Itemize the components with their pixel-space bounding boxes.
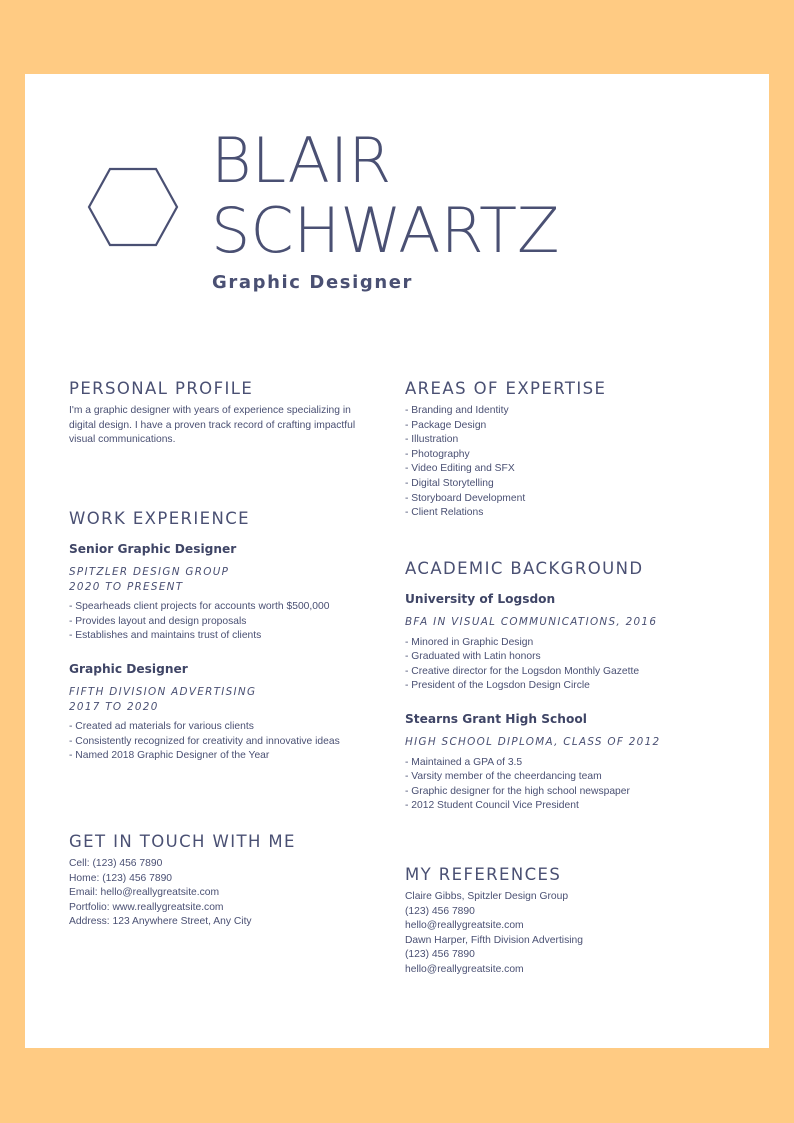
list-item: - Video Editing and SFX (405, 463, 515, 475)
list-item: - 2012 Student Council Vice President (405, 800, 579, 812)
job-bullets (69, 600, 389, 644)
list-item: - Created ad materials for various clients (69, 721, 254, 733)
list-item: - Package Design (405, 419, 487, 431)
list-item: - Maintained a GPA of 3.5 (405, 756, 523, 768)
section-title: GET IN TOUCH WITH ME (69, 832, 296, 851)
school-bullets (405, 756, 725, 814)
contact-section (69, 832, 389, 930)
list-item: - Graduated with Latin honors (405, 651, 541, 663)
list-item: - Named 2018 Graphic Designer of the Year (69, 750, 270, 762)
job-company: FIFTH DIVISION ADVERTISING (69, 685, 257, 698)
expertise-list (405, 404, 725, 521)
list-item: - Consistently recognized for creativity and innovative ideas (69, 735, 340, 747)
list-item: - Minored in Graphic Design (405, 636, 534, 648)
reference-line: Claire Gibbs, Spitzler Design Group (405, 891, 569, 902)
contact-email: Email: hello@reallygreatsite.com (69, 887, 220, 899)
school-bullets (405, 636, 725, 694)
reference-line: hello@reallygreatsite.com (405, 920, 524, 932)
job-title: Senior Graphic Designer (69, 542, 237, 556)
contact-cell: Cell: (123) 456 7890 (69, 858, 163, 869)
profile-text (69, 404, 389, 448)
list-item: - Illustration (405, 434, 459, 446)
job-period: 2017 TO 2020 (69, 700, 159, 713)
name-heading (211, 126, 560, 266)
profile-line: visual communications. (69, 434, 176, 446)
section-title: PERSONAL PROFILE (69, 379, 254, 398)
reference-line: hello@reallygreatsite.com (405, 963, 524, 975)
list-item: - Provides layout and design proposals (69, 615, 247, 627)
reference-line: (123) 456 7890 (405, 905, 475, 917)
hexagon-icon (87, 167, 179, 247)
section-title: MY REFERENCES (405, 865, 562, 884)
school-degree: HIGH SCHOOL DIPLOMA, CLASS OF 2012 (405, 735, 661, 748)
section-title: ACADEMIC BACKGROUND (405, 559, 644, 578)
reference-lines (405, 890, 725, 978)
list-item: - Client Relations (405, 507, 484, 519)
list-item: - Branding and Identity (405, 405, 509, 416)
list-item: - Spearheads client projects for accounts worth $500,000 (69, 601, 330, 613)
profile-line: I'm a graphic designer with years of experience specializing in (69, 405, 351, 416)
expertise-section (405, 379, 725, 521)
reference-line: (123) 456 7890 (405, 949, 475, 961)
list-item: - President of the Logsdon Design Circle (405, 680, 590, 692)
job-role: Graphic Designer (212, 272, 414, 293)
academic-section (405, 559, 725, 814)
personal-profile-section (69, 379, 389, 448)
contact-lines (69, 857, 389, 930)
contact-portfolio: Portfolio: www.reallygreatsite.com (69, 901, 224, 913)
list-item: - Graphic designer for the high school newspaper (405, 785, 630, 797)
school-name: Stearns Grant High School (405, 711, 587, 726)
list-item: - Varsity member of the cheerdancing team (405, 771, 602, 783)
contact-address: Address: 123 Anywhere Street, Any City (69, 916, 252, 928)
work-experience-section (69, 509, 389, 764)
references-section (405, 865, 725, 978)
list-item: - Storyboard Development (405, 492, 526, 504)
list-item: - Creative director for the Logsdon Monthly Gazette (405, 665, 640, 677)
profile-line: digital design. I have a proven track record of crafting impactful (69, 419, 356, 431)
list-item: - Digital Storytelling (405, 477, 494, 489)
job-period: 2020 TO PRESENT (69, 580, 184, 593)
school-degree: BFA IN VISUAL COMMUNICATIONS, 2016 (405, 616, 658, 628)
section-title: WORK EXPERIENCE (69, 509, 250, 528)
contact-home: Home: (123) 456 7890 (69, 872, 173, 884)
section-title: AREAS OF EXPERTISE (405, 379, 607, 398)
job-bullets (69, 720, 389, 764)
job-company: SPITZLER DESIGN GROUP (69, 566, 230, 578)
school-name: University of Logsdon (405, 592, 556, 606)
list-item: - Photography (405, 448, 470, 460)
last-name: SCHWARTZ (211, 194, 560, 267)
job-title: Graphic Designer (69, 661, 188, 676)
first-name: BLAIR (211, 124, 392, 197)
reference-line: Dawn Harper, Fifth Division Advertising (405, 934, 583, 946)
list-item: - Establishes and maintains trust of clients (69, 630, 262, 642)
